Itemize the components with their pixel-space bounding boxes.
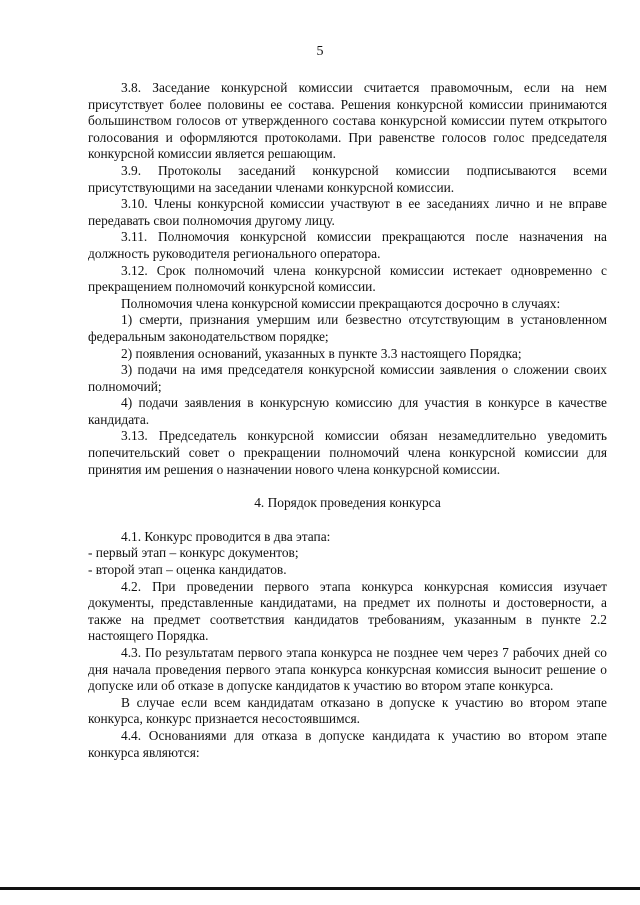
paragraph-4-3: 4.3. По результатам первого этапа конкурса не позднее чем через 7 рабочих дней со дня начала проведения первого этапа конкурса конкурсная комиссия выносит решение о допуске или об отказе в допуске кандидатов к участию во втором этапе конкурса. [88,645,607,694]
page-number: 5 [316,44,324,59]
paragraph-4-2: 4.2. При проведении первого этапа конкурса конкурсная комиссия изучает документы, представленные кандидатами, на предмет их полноты и достоверности, а также на предмет соответствия кандидатов требованиям, указанным в пункте 2.2 настоящего Порядка. [88,578,607,644]
list-item-1: 1) смерти, признания умершим или безвестно отсутствующим в установленном федеральным законодательством порядке; [88,312,607,344]
paragraph-4-1: 4.1. Конкурс проводится в два этапа: [121,528,331,544]
paragraph-3-11: 3.11. Полномочия конкурсной комиссии прекращаются после назначения на должность руководителя регионального оператора. [88,229,607,261]
paragraph-early-termination: Полномочия члена конкурсной комиссии прекращаются досрочно в случаях: [121,295,561,311]
stage-list-item-1: - первый этап – конкурс документов; [88,545,299,561]
list-item-4: 4) подачи заявления в конкурсную комиссию для участия в конкурсе в качестве кандидата. [88,395,607,427]
stage-list-item-2: - второй этап – оценка кандидатов. [88,562,287,578]
list-item-3: 3) подачи на имя председателя конкурсной комиссии заявления о сложении своих полномочий; [88,362,607,394]
paragraph-3-9: 3.9. Протоколы заседаний конкурсной комиссии подписываются всеми присутствующими на заседании членами конкурсной комиссии. [88,162,607,195]
bottom-rule [0,887,640,890]
paragraph-3-8: 3.8. Заседание конкурсной комиссии считается правомочным, если на нем присутствует более половины ее состава. Решения конкурсной комиссии принимаются большинством голосов от утвержденного состава конкурсной комиссии путем открытого голосования и оформляются протоколами. При равенстве голосов голос председателя конкурсной комиссии является решающим. [88,80,607,162]
paragraph-4-4: 4.4. Основаниями для отказа в допуске кандидата к участию во втором этапе конкурса являются: [88,727,607,760]
paragraph-3-13: 3.13. Председатель конкурсной комиссии обязан незамедлительно уведомить попечительский совет о прекращении полномочий члена конкурсной комиссии для принятия им решения о назначении нового члена конкурсной комиссии. [88,428,607,477]
document-body [88,80,607,761]
paragraph-3-10: 3.10. Члены конкурсной комиссии участвуют в ее заседаниях лично и не вправе передавать свои полномочия другому лицу. [88,196,607,228]
list-item-2: 2) появления оснований, указанных в пункте 3.3 настоящего Порядка; [121,345,522,361]
section-heading: 4. Порядок проведения конкурса [254,495,441,511]
paragraph-failed-contest: В случае если всем кандидатам отказано в допуске к участию во втором этапе конкурса, конкурс признается несостоявшимся. [88,694,607,727]
paragraph-3-12: 3.12. Срок полномочий члена конкурсной комиссии истекает одновременно с прекращением полномочий конкурсной комиссии. [88,262,607,295]
